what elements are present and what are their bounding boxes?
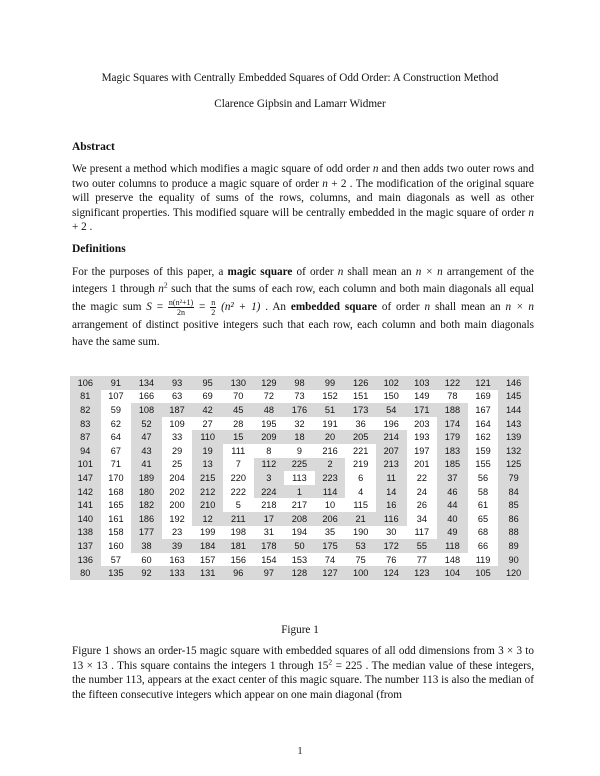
magic-square-figure [70,376,530,580]
square-cell: 43 [131,444,162,458]
square-cell: 104 [437,566,468,580]
square-cell: 66 [477,540,489,551]
square-cell: 10 [324,500,336,511]
square-cell: 79 [498,471,529,485]
square-cell: 215 [192,471,223,485]
term-magic-square: magic square [227,266,293,278]
square-cell: 112 [254,458,285,472]
square-cell: 148 [444,554,461,565]
square-cell: 202 [169,486,185,497]
square-cell: 20 [315,430,346,444]
square-cell: 6 [358,472,364,483]
square-cell: 29 [171,445,183,456]
square-row [70,417,529,431]
square-cell: 223 [315,471,346,485]
square-cell: 67 [110,445,121,456]
abstract-heading: Abstract [72,141,115,153]
square-cell: 65 [477,513,489,524]
square-cell: 179 [437,430,468,444]
square-cell: 31 [263,527,274,538]
square-cell: 28 [233,418,244,429]
square-cell: 210 [192,498,223,512]
square-cell: 82 [70,403,101,417]
square-cell: 2 [315,458,346,472]
square-cell: 40 [437,512,468,526]
square-cell: 13 [192,458,223,472]
square-cell: 122 [437,376,468,390]
square-cell: 34 [416,513,427,524]
square-cell: 5 [235,500,241,511]
square-cell: 166 [138,391,155,402]
square-cell: 110 [192,430,223,444]
square-cell: 18 [284,430,315,444]
square-cell: 23 [171,527,183,538]
square-cell: 94 [70,444,101,458]
square-cell: 132 [498,444,529,458]
square-cell: 19 [192,444,223,458]
square-cell: 170 [108,472,124,483]
square-cell: 189 [131,471,162,485]
square-cell: 160 [108,540,124,551]
square-cell: 171 [407,403,438,417]
square-cell: 159 [475,445,491,456]
square-cell: 72 [263,391,274,402]
square-cell: 90 [498,553,529,567]
square-cell: 165 [108,500,124,511]
square-cell: 187 [162,403,193,417]
square-cell: 51 [315,403,346,417]
square-cell: 26 [416,500,427,511]
square-cell: 88 [498,526,529,540]
square-cell: 158 [108,527,124,538]
square-cell: 169 [475,391,491,402]
square-cell: 103 [407,376,438,390]
square-cell: 212 [192,485,223,499]
square-cell: 182 [131,498,162,512]
square-row [70,376,529,390]
square-cell: 218 [261,500,277,511]
square-cell: 81 [70,390,101,404]
square-cell: 163 [169,554,185,565]
square-cell: 143 [498,417,529,431]
square-cell: 11 [376,471,407,485]
square-cell: 123 [407,566,438,580]
square-cell: 96 [223,566,254,580]
square-cell: 155 [475,459,491,470]
square-cell: 164 [475,418,491,429]
square-cell: 87 [70,430,101,444]
square-cell: 214 [376,430,407,444]
square-cell: 75 [355,554,366,565]
square-cell: 4 [358,486,364,497]
square-cell: 126 [345,376,376,390]
square-cell: 39 [162,539,193,553]
square-cell: 224 [254,485,285,499]
square-cell: 222 [230,486,246,497]
square-cell: 100 [345,566,376,580]
square-cell: 213 [376,458,407,472]
square-row [70,458,529,472]
square-cell: 98 [284,376,315,390]
square-row [70,566,529,580]
square-cell: 32 [294,418,305,429]
square-cell: 145 [498,390,529,404]
term-embedded-square: embedded square [290,301,377,314]
square-cell: 174 [437,417,468,431]
square-cell: 133 [162,566,193,580]
square-cell: 91 [101,376,132,390]
square-cell: 27 [202,418,213,429]
square-cell: 172 [376,539,407,553]
figure-description: Figure 1 shows an order-15 magic square with embedded squares of all odd dimensions from 3 × 3 to 13 × 13 . This square contains the integers 1 through $15^2 = 225$ . The median value of these integers, the number 113, appears at the exact center of this magic square. The number 113 is also the median of the fifteen consecutive integers which appear on one main diagonal (from [72,645,534,701]
square-cell: 76 [386,554,397,565]
square-cell: 177 [131,526,162,540]
square-cell: 147 [70,471,101,485]
square-cell: 107 [108,391,124,402]
square-cell: 128 [284,566,315,580]
square-cell: 53 [345,539,376,553]
square-cell: 99 [315,376,346,390]
square-cell: 73 [294,391,305,402]
square-cell: 52 [131,417,162,431]
square-cell: 12 [192,512,223,526]
square-cell: 63 [171,391,183,402]
square-cell: 205 [345,430,376,444]
fraction-2: $\frac{n}{2}$ [211,298,216,317]
square-row [70,553,529,567]
square-cell: 130 [223,376,254,390]
square-cell: 193 [414,432,430,443]
square-cell: 8 [266,445,272,456]
square-row [70,512,529,526]
square-row [70,485,529,499]
square-row [70,526,529,540]
square-cell: 151 [352,391,369,402]
square-cell: 146 [498,376,529,390]
square-cell: 44 [437,498,468,512]
square-cell: 124 [376,566,407,580]
square-cell: 77 [416,554,427,565]
square-row [70,390,529,404]
square-row [70,430,529,444]
square-cell: 54 [376,403,407,417]
square-cell: 35 [324,527,336,538]
square-cell: 190 [352,527,369,538]
square-cell: 206 [315,512,346,526]
paper-title: Magic Squares with Centrally Embedded Squares of Odd Order: A Construction Method [101,72,499,84]
square-cell: 71 [110,459,121,470]
square-cell: 217 [291,500,308,511]
figure-caption: Figure 1 [281,624,319,636]
square-cell: 198 [230,527,246,538]
square-cell: 178 [254,539,285,553]
square-cell: 200 [169,500,185,511]
square-row [70,498,529,512]
square-cell: 111 [231,445,246,456]
square-cell: 180 [131,485,162,499]
square-cell: 184 [192,539,223,553]
square-cell: 1 [284,485,315,499]
square-cell: 57 [110,554,121,565]
square-cell: 138 [70,526,101,540]
square-cell: 84 [498,485,529,499]
paper-authors: Clarence Gipbsin and Lamarr Widmer [214,98,386,110]
square-cell: 185 [437,458,468,472]
square-cell: 216 [322,445,338,456]
square-cell: 14 [376,485,407,499]
square-cell: 175 [315,539,346,553]
square-cell: 137 [70,539,101,553]
square-cell: 141 [70,498,101,512]
square-cell: 45 [223,403,254,417]
square-cell: 152 [322,391,338,402]
square-cell: 142 [70,485,101,499]
square-cell: 108 [131,403,162,417]
square-cell: 136 [70,553,101,567]
square-cell: 9 [296,445,303,456]
square-cell: 95 [192,376,223,390]
square-cell: 194 [291,527,308,538]
square-cell: 125 [498,458,529,472]
definitions-text: For the purposes of this paper, a magic square of order n shall mean an n × n arrangement of the integers 1 through $n^2$ such that the sums of each row, each column and both main diagonals all equal the magic sum S = $\frac{\text{n(n²+1)}}{2n}$ = $\frac{n}{2}$ (n² + 1) . An embedded square of order n shall mean an n × n arrangement of distinct positive integers such that each row, each column and both main diagonals have the same sum. [72,266,535,348]
square-cell: 109 [169,418,185,429]
square-cell: 69 [202,391,213,402]
square-cell: 150 [383,391,399,402]
square-cell: 220 [230,472,246,483]
square-cell: 204 [169,472,185,483]
square-cell: 74 [324,554,336,565]
square-cell: 131 [192,566,223,580]
square-cell: 186 [131,512,162,526]
square-cell: 85 [498,498,529,512]
square-cell: 36 [355,418,366,429]
square-cell: 181 [223,539,254,553]
square-cell: 93 [162,376,193,390]
square-cell: 106 [70,376,101,390]
square-cell: 173 [345,403,376,417]
square-cell: 116 [376,512,407,526]
square-cell: 207 [376,444,407,458]
abstract-text: We present a method which modifies a magic square of odd order n and then adds two outer rows and two outer columns to produce a magic square of order n + 2 . The modification of the original square will preserve the equality of sums of the rows, columns, and main diagonals as well as other significant properties. This modified square will be centrally embedded in the magic square of order n + 2 . [72,163,534,234]
square-cell: 47 [131,430,162,444]
square-cell: 15 [223,430,254,444]
square-cell: 30 [386,527,397,538]
square-cell: 7 [235,459,241,470]
square-cell: 22 [416,472,427,483]
square-cell: 199 [200,527,216,538]
square-cell: 48 [254,403,285,417]
square-cell: 58 [477,486,489,497]
square-cell: 46 [437,485,468,499]
square-cell: 196 [383,418,399,429]
square-cell: 191 [322,418,338,429]
square-cell: 188 [437,403,468,417]
square-cell: 114 [315,485,346,499]
square-cell: 162 [475,432,491,443]
square-cell: 59 [110,404,121,415]
square-cell: 129 [254,376,285,390]
square-row [70,539,529,553]
square-cell: 50 [284,539,315,553]
square-cell: 33 [171,432,183,443]
square-cell: 61 [477,500,489,511]
square-cell: 203 [414,418,430,429]
square-cell: 117 [414,527,430,538]
square-cell: 208 [284,512,315,526]
square-row [70,444,529,458]
square-cell: 68 [477,527,489,538]
square-cell: 64 [110,432,121,443]
square-cell: 56 [477,472,489,483]
square-cell: 17 [254,512,285,526]
square-cell: 25 [171,459,183,470]
square-cell: 16 [376,498,407,512]
square-cell: 113 [292,472,307,483]
square-cell: 86 [498,512,529,526]
square-cell: 60 [141,554,152,565]
square-cell: 37 [437,471,468,485]
square-cell: 201 [414,459,430,470]
square-cell: 161 [108,513,124,524]
square-cell: 168 [108,486,124,497]
square-cell: 101 [70,458,101,472]
square-cell: 195 [261,418,277,429]
magic-square-table [70,376,529,580]
square-cell: 134 [131,376,162,390]
square-cell: 62 [110,418,121,429]
square-row [70,471,529,485]
square-cell: 102 [376,376,407,390]
square-cell: 153 [291,554,308,565]
page-number: 1 [297,746,303,757]
square-cell: 105 [468,566,499,580]
square-cell: 225 [284,458,315,472]
square-cell: 121 [468,376,499,390]
square-cell: 115 [353,500,368,511]
square-cell: 154 [261,554,277,565]
square-cell: 156 [230,554,246,565]
square-cell: 41 [131,458,162,472]
square-cell: 157 [200,554,216,565]
square-cell: 24 [416,486,427,497]
square-cell: 38 [131,539,162,553]
fraction-1: $\frac{\text{n(n²+1)}}{2n}$ [168,298,194,317]
square-cell: 219 [352,459,369,470]
square-cell: 97 [254,566,285,580]
square-row [70,403,529,417]
square-cell: 70 [233,391,244,402]
square-cell: 49 [437,526,468,540]
square-cell: 92 [131,566,162,580]
square-cell: 42 [192,403,223,417]
square-cell: 192 [169,513,185,524]
definitions-heading: Definitions [72,243,126,255]
square-cell: 221 [352,445,369,456]
square-cell: 183 [437,444,468,458]
square-cell: 119 [475,554,491,565]
square-cell: 144 [498,403,529,417]
square-cell: 197 [414,445,430,456]
square-cell: 209 [254,430,285,444]
square-cell: 140 [70,512,101,526]
square-cell: 127 [315,566,346,580]
square-cell: 149 [414,391,430,402]
square-cell: 167 [475,404,491,415]
square-cell: 120 [498,566,529,580]
square-cell: 139 [498,430,529,444]
square-cell: 135 [101,566,132,580]
square-cell: 21 [345,512,376,526]
square-cell: 83 [70,417,101,431]
square-cell: 211 [223,512,254,526]
square-cell: 78 [447,391,458,402]
square-cell: 176 [284,403,315,417]
square-cell: 89 [498,539,529,553]
square-cell: 3 [254,471,285,485]
square-cell: 55 [407,539,438,553]
square-cell: 118 [437,539,468,553]
square-cell: 80 [70,566,101,580]
